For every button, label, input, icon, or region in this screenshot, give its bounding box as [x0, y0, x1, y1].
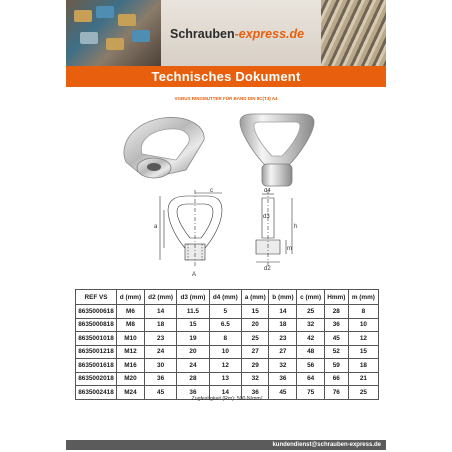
table-cell: 36 [144, 372, 176, 386]
table-cell: 8635001018 [76, 332, 117, 346]
table-cell: 30 [144, 359, 176, 373]
column-header: d2 (mm) [144, 290, 176, 305]
column-header: d4 (mm) [209, 290, 241, 305]
table-cell: M8 [117, 318, 145, 332]
table-cell: 48 [297, 345, 324, 359]
table-cell: 64 [297, 372, 324, 386]
table-row [76, 372, 379, 386]
dim-label-h: h [294, 224, 298, 230]
column-header: a (mm) [242, 290, 269, 305]
table-cell: 52 [324, 345, 348, 359]
table-cell: 28 [324, 305, 348, 319]
table-cell: 21 [348, 372, 378, 386]
table-cell: 27 [269, 345, 297, 359]
table-row [76, 318, 379, 332]
table-cell: 10 [348, 318, 378, 332]
table-cell: 12 [348, 332, 378, 346]
screws-photo [321, 0, 386, 66]
table-cell: 36 [269, 372, 297, 386]
logo-main-text: Schrauben [170, 27, 235, 41]
table-cell: M20 [117, 372, 145, 386]
dim-label-d4: d4 [264, 188, 271, 194]
table-row [76, 359, 379, 373]
table-cell: 36 [177, 386, 209, 400]
table-cell: 19 [177, 332, 209, 346]
table-cell: 18 [144, 318, 176, 332]
table-row [76, 345, 379, 359]
table-cell: M10 [117, 332, 145, 346]
logo-accent-text: -express.de [234, 27, 305, 41]
table-cell: M24 [117, 386, 145, 400]
table-header-row [76, 290, 379, 305]
table-cell: 27 [242, 345, 269, 359]
table-cell: 59 [324, 359, 348, 373]
table-cell: 6.5 [209, 318, 241, 332]
table-cell: 14 [269, 305, 297, 319]
column-header: m (mm) [348, 290, 378, 305]
table-cell: M6 [117, 305, 145, 319]
table-cell: 8635002418 [76, 386, 117, 400]
table-cell: 18 [269, 318, 297, 332]
table-cell: 23 [269, 332, 297, 346]
company-logo[interactable] [170, 27, 304, 41]
eye-nut-photo-angled [108, 110, 218, 190]
table-body [76, 305, 379, 400]
table-cell: 15 [348, 345, 378, 359]
table-cell: 24 [177, 359, 209, 373]
table-cell: 10 [209, 345, 241, 359]
table-cell: 24 [144, 345, 176, 359]
column-header: b (mm) [269, 290, 297, 305]
column-header: Hmm) [324, 290, 348, 305]
table-cell: 56 [297, 359, 324, 373]
table-cell: 8635002018 [76, 372, 117, 386]
table-cell: 20 [177, 345, 209, 359]
table-cell: 36 [242, 386, 269, 400]
table-cell: 75 [297, 386, 324, 400]
document-title: Technisches Dokument [151, 69, 301, 84]
table-cell: 42 [297, 332, 324, 346]
technical-drawing [150, 188, 310, 280]
table-cell: 8635001218 [76, 345, 117, 359]
table-cell: 25 [348, 386, 378, 400]
table-row [76, 332, 379, 346]
table-cell: 25 [297, 305, 324, 319]
table-cell: 8635000618 [76, 305, 117, 319]
table-cell: 8 [209, 332, 241, 346]
table-cell: 28 [177, 372, 209, 386]
dim-label-d2: d2 [264, 266, 271, 272]
table-cell: 18 [348, 359, 378, 373]
table-cell: 32 [269, 359, 297, 373]
table-cell: 14 [144, 305, 176, 319]
table-cell: 13 [209, 372, 241, 386]
table-cell: 15 [177, 318, 209, 332]
table-cell: 8635000818 [76, 318, 117, 332]
table-cell: 32 [242, 372, 269, 386]
table-cell: 29 [242, 359, 269, 373]
table-cell: M12 [117, 345, 145, 359]
table-cell: 36 [324, 318, 348, 332]
column-header: REF VS [76, 290, 117, 305]
column-header: c (mm) [297, 290, 324, 305]
column-header: d3 (mm) [177, 290, 209, 305]
product-subtitle: VGBUS RINGMUTTER FÜR BAND DIN 8C(T4) A4 [174, 96, 278, 101]
table-cell: 45 [144, 386, 176, 400]
table-cell: 32 [297, 318, 324, 332]
table-cell: 11.5 [177, 305, 209, 319]
table-cell: 8 [348, 305, 378, 319]
dim-label-d3: d3 [263, 214, 270, 220]
table-cell: M16 [117, 359, 145, 373]
table-cell: 5 [209, 305, 241, 319]
workshop-photo [66, 0, 161, 66]
table-cell: 8635001618 [76, 359, 117, 373]
footer-email-link[interactable]: kundendienst@schrauben-express.de [272, 442, 381, 448]
table-cell: 14 [209, 386, 241, 400]
eye-nut-photo-front [232, 112, 322, 190]
dim-label-c: c [210, 188, 213, 194]
table-cell: 23 [144, 332, 176, 346]
table-row [76, 305, 379, 319]
table-cell: 66 [324, 372, 348, 386]
table-cell: 25 [242, 332, 269, 346]
column-header: d (mm) [117, 290, 145, 305]
table-cell: 20 [242, 318, 269, 332]
tensile-strength-note: Zugfestigkeit (Rm): 500 N/mm² [191, 396, 263, 402]
table-cell: 76 [324, 386, 348, 400]
section-label: A [192, 272, 197, 278]
dim-label-a: a [154, 224, 158, 230]
spec-table [75, 289, 379, 400]
table-cell: 15 [242, 305, 269, 319]
table-cell: 45 [269, 386, 297, 400]
dim-label-m: m [287, 246, 292, 252]
table-cell: 45 [324, 332, 348, 346]
table-cell: 12 [209, 359, 241, 373]
